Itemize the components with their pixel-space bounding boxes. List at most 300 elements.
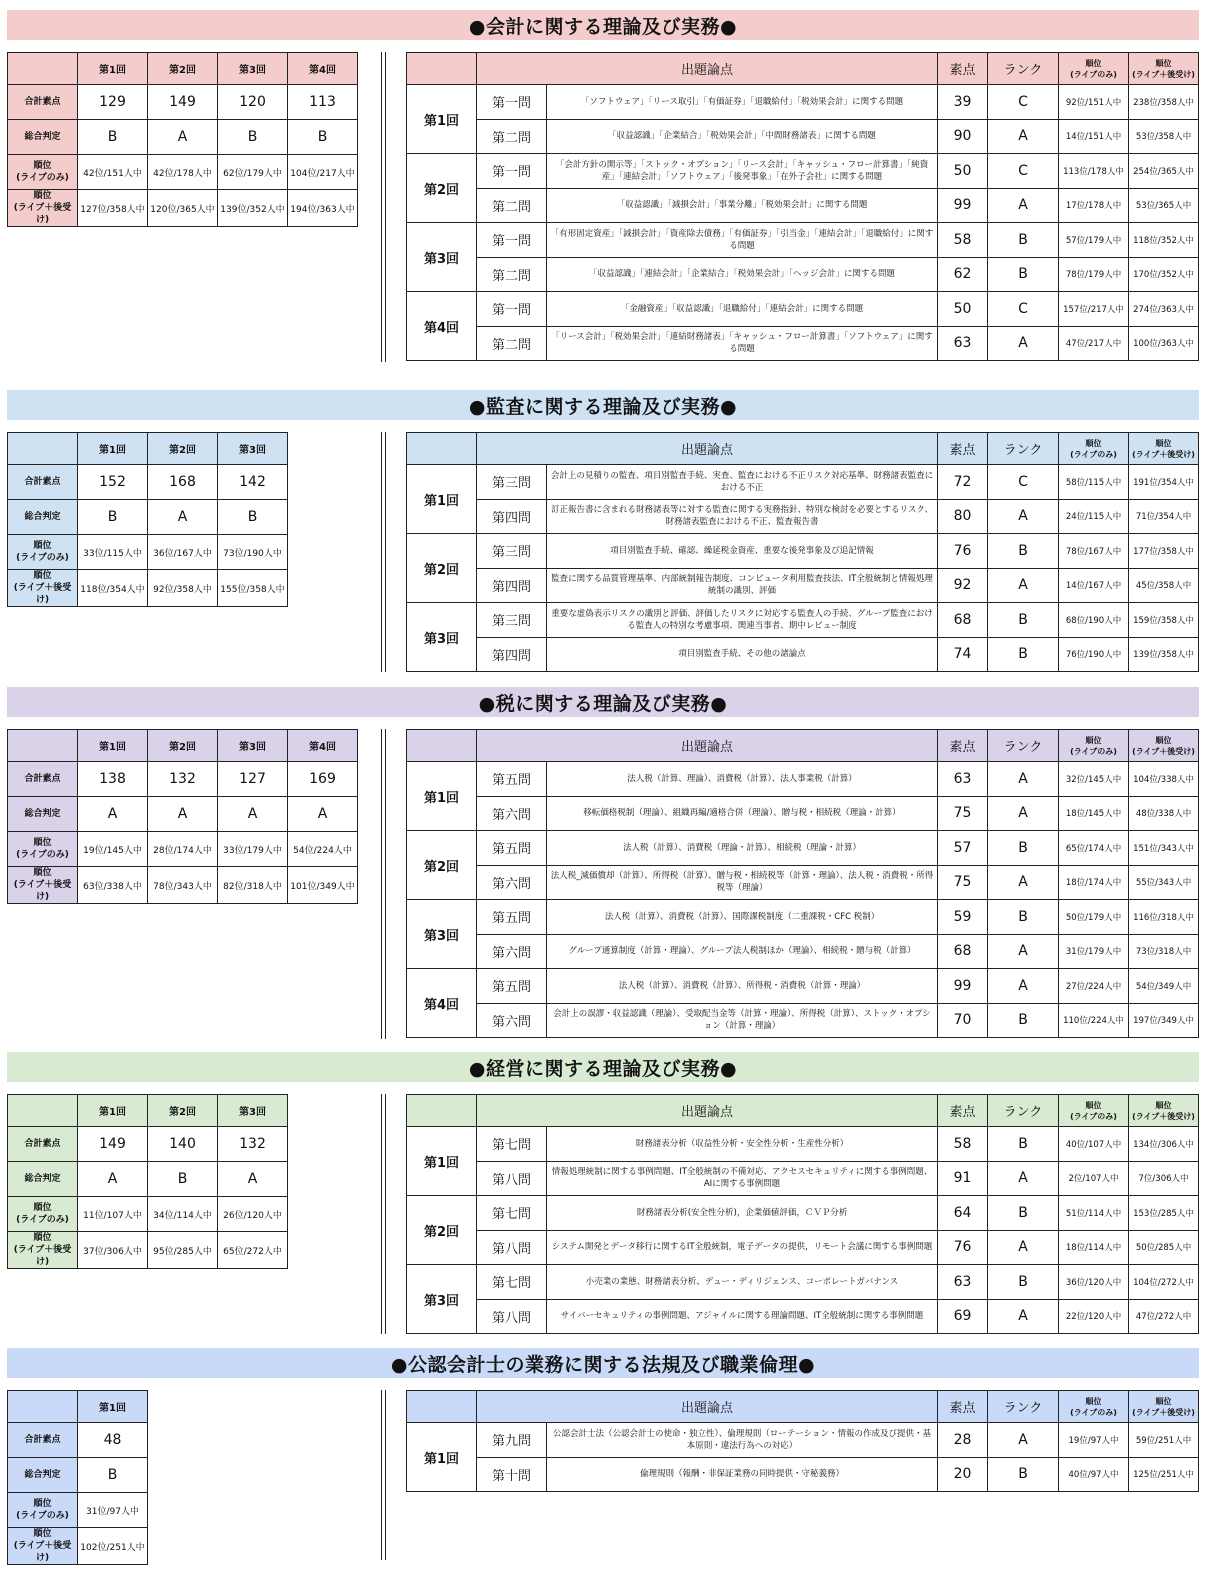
detail-header-row: [407, 433, 1199, 465]
question-topic: 法人税（計算）、消費税（計算）、所得税・消費税（計算・理論）: [547, 969, 938, 1004]
question-topic: 訂正報告書に含まれる財務諸表等に対する監査に関する実務指針、特別な検討を必要とするリスク、財務諸表監査における不正、監査報告書: [547, 499, 938, 534]
overall-grade-cell: A: [148, 120, 218, 155]
row-label: [8, 797, 78, 832]
row-label-text: 合計素点: [24, 1139, 61, 1149]
total-score-row: [8, 85, 358, 120]
summary-table-tax: [7, 729, 358, 904]
question-number: 第八問: [477, 1230, 547, 1265]
row-label: [8, 762, 78, 797]
question-points: 39: [938, 85, 988, 120]
detail-header-row: [407, 730, 1199, 762]
question-rank-all: 274位/363人中: [1129, 292, 1199, 327]
question-points: 50: [938, 292, 988, 327]
row-label: [8, 535, 78, 570]
overall-grade-row: [8, 500, 288, 535]
question-rank: B: [988, 534, 1059, 569]
question-points: 90: [938, 119, 988, 154]
rank-live-row: [8, 155, 358, 190]
column-divider: [381, 432, 386, 672]
question-topic: 「リース会計」「税効果会計」「連結財務諸表」「キャッシュ・フロー計算書」「ソフトウェア」に関する問題: [547, 326, 938, 361]
question-points: 70: [938, 1003, 988, 1038]
round-label: 第1回: [407, 762, 477, 831]
row-label: [8, 570, 78, 607]
total-score-cell: 132: [218, 1127, 288, 1162]
question-points: 76: [938, 1230, 988, 1265]
question-topic: 法人税（計算）、消費税（計算）、国際課税制度（二重課税・CFC 税制）: [547, 900, 938, 935]
question-number: 第四問: [477, 637, 547, 672]
detail-corner: [407, 730, 477, 762]
summary-header-row: [8, 730, 358, 762]
rank-header: ランク: [988, 53, 1059, 85]
section-banner-ethics: ●公認会計士の業務に関する法規及び職業倫理●: [7, 1348, 1199, 1378]
summary-corner: [8, 53, 78, 85]
overall-grade-row: [8, 1458, 148, 1493]
question-number: 第一問: [477, 292, 547, 327]
overall-grade-row: [8, 797, 358, 832]
row-label-text: 総合判定: [24, 809, 61, 819]
summary-round-header: 第3回: [218, 53, 288, 85]
question-points: 76: [938, 534, 988, 569]
question-number: 第四問: [477, 499, 547, 534]
row-label: [8, 500, 78, 535]
row-label-text: 順位: [33, 191, 52, 201]
question-row: [407, 900, 1199, 935]
question-topic: 「有形固定資産」「減損会計」「資産除去債務」「有価証券」「引当金」「連結会計」「退職給付」に関する問題: [547, 223, 938, 258]
question-rank-all: 170位/352人中: [1129, 257, 1199, 292]
question-rank-all: 197位/349人中: [1129, 1003, 1199, 1038]
summary-round-header: 第1回: [78, 730, 148, 762]
question-rank-live: 76位/190人中: [1059, 637, 1129, 672]
question-rank-all: 177位/358人中: [1129, 534, 1199, 569]
total-score-cell: 149: [78, 1127, 148, 1162]
summary-round-header: 第4回: [288, 53, 358, 85]
question-row: [407, 637, 1199, 672]
row-label-sub: (ライブ＋後受け): [13, 1541, 72, 1563]
question-rank-all: 134位/306人中: [1129, 1127, 1199, 1162]
rank-all-header-text: 順位: [1155, 1396, 1172, 1406]
question-number: 第一問: [477, 154, 547, 189]
round-label: 第1回: [407, 1423, 477, 1492]
question-rank-live: 31位/179人中: [1059, 934, 1129, 969]
question-row: [407, 762, 1199, 797]
rank-all-header-text: 順位: [1155, 1100, 1172, 1110]
rank-all-row: [8, 867, 358, 904]
question-topic: 重要な虚偽表示リスクの識別と評価、評価したリスクに対応する監査人の手続、グループ監査における監査人の特別な考慮事項、関連当事者、期中レビュー制度: [547, 603, 938, 638]
question-topic: 情報処理統制に関する事例問題、IT全般統制の不備対応、アクセスセキュリティに関する事例問題、AIに関する事例問題: [547, 1161, 938, 1196]
question-rank-all: 118位/352人中: [1129, 223, 1199, 258]
column-divider: [381, 1094, 386, 1334]
detail-table-ethics: [406, 1390, 1199, 1492]
question-points: 68: [938, 603, 988, 638]
question-rank-live: 18位/145人中: [1059, 796, 1129, 831]
row-label: [8, 867, 78, 904]
summary-corner: [8, 1095, 78, 1127]
rank-live-header-sub: (ライブのみ): [1070, 69, 1117, 79]
total-score-cell: 127: [218, 762, 288, 797]
question-rank-all: 116位/318人中: [1129, 900, 1199, 935]
question-rank: B: [988, 637, 1059, 672]
question-rank: C: [988, 465, 1059, 500]
detail-table-accounting: [406, 52, 1199, 361]
question-rank-live: 92位/151人中: [1059, 85, 1129, 120]
question-rank-live: 58位/115人中: [1059, 465, 1129, 500]
question-rank: A: [988, 1423, 1059, 1458]
total-score-row: [8, 762, 358, 797]
row-label-sub: (ライブ＋後受け): [13, 203, 72, 225]
question-rank-live: 57位/179人中: [1059, 223, 1129, 258]
question-topic: 移転価格税制（理論）、組織再編/適格合併（理論）、贈与税・相続税（理論・計算）: [547, 796, 938, 831]
rank-all-cell: 37位/306人中: [78, 1232, 148, 1269]
row-label-text: 総合判定: [24, 1470, 61, 1480]
rank-live-header-text: 順位: [1085, 438, 1102, 448]
row-label-text: 順位: [33, 1529, 52, 1539]
question-rank: B: [988, 603, 1059, 638]
rank-header: ランク: [988, 433, 1059, 465]
topic-header: 出題論点: [477, 1095, 938, 1127]
row-label: [8, 1458, 78, 1493]
question-rank: A: [988, 119, 1059, 154]
summary-round-header: 第2回: [148, 433, 218, 465]
question-rank-live: 40位/97人中: [1059, 1457, 1129, 1492]
question-rank-live: 65位/174人中: [1059, 831, 1129, 866]
question-points: 74: [938, 637, 988, 672]
rank-all-cell: 78位/343人中: [148, 867, 218, 904]
question-rank: A: [988, 969, 1059, 1004]
question-rank-all: 104位/272人中: [1129, 1265, 1199, 1300]
question-topic: 法人税_減価償却（計算）、所得税（計算）、贈与税・相続税等（計算・理論）、法人税・消費税・所得税等（理論）: [547, 865, 938, 900]
question-rank-live: 113位/178人中: [1059, 154, 1129, 189]
row-label: [8, 1232, 78, 1269]
overall-grade-cell: B: [288, 120, 358, 155]
question-rank: B: [988, 1196, 1059, 1231]
question-rank: B: [988, 1265, 1059, 1300]
row-label-text: 総合判定: [24, 1174, 61, 1184]
total-score-cell: 142: [218, 465, 288, 500]
question-rank: A: [988, 1161, 1059, 1196]
question-row: [407, 831, 1199, 866]
question-rank-live: 18位/174人中: [1059, 865, 1129, 900]
rank-all-cell: 82位/318人中: [218, 867, 288, 904]
row-label-text: 順位: [33, 161, 52, 171]
summary-round-header: 第2回: [148, 53, 218, 85]
question-number: 第六問: [477, 796, 547, 831]
question-points: 72: [938, 465, 988, 500]
question-number: 第六問: [477, 934, 547, 969]
question-number: 第二問: [477, 188, 547, 223]
detail-table-management: [406, 1094, 1199, 1334]
question-row: [407, 568, 1199, 603]
rank-live-cell: 33位/115人中: [78, 535, 148, 570]
question-points: 28: [938, 1423, 988, 1458]
question-points: 92: [938, 568, 988, 603]
rank-all-header-sub: (ライブ＋後受け): [1132, 69, 1195, 79]
question-rank-all: 238位/358人中: [1129, 85, 1199, 120]
question-row: [407, 1265, 1199, 1300]
overall-grade-row: [8, 120, 358, 155]
question-row: [407, 326, 1199, 361]
rank-all-cell: 65位/272人中: [218, 1232, 288, 1269]
rank-all-header-sub: (ライブ＋後受け): [1132, 746, 1195, 756]
question-rank: C: [988, 154, 1059, 189]
row-label-text: 合計素点: [24, 97, 61, 107]
overall-grade-cell: A: [288, 797, 358, 832]
question-topic: サイバーセキュリティの事例問題、アジャイルに関する理論問題、IT全般統制に関する事例問題: [547, 1299, 938, 1334]
row-label-sub: (ライブ＋後受け): [13, 880, 72, 902]
question-row: [407, 1299, 1199, 1334]
question-topic: 会計上の見積りの監査、項目別監査手続、実査、監査における不正リスク対応基準、財務諸表監査における不正: [547, 465, 938, 500]
rank-live-header: [1059, 1095, 1129, 1127]
round-label: 第4回: [407, 969, 477, 1038]
detail-header-row: [407, 53, 1199, 85]
total-score-cell: 48: [78, 1423, 148, 1458]
section-banner-audit: ●監査に関する理論及び実務●: [7, 390, 1199, 420]
question-rank: A: [988, 499, 1059, 534]
question-row: [407, 188, 1199, 223]
question-number: 第八問: [477, 1299, 547, 1334]
question-rank-all: 7位/306人中: [1129, 1161, 1199, 1196]
round-label: 第3回: [407, 1265, 477, 1334]
question-rank-live: 78位/179人中: [1059, 257, 1129, 292]
rank-all-cell: 118位/354人中: [78, 570, 148, 607]
question-number: 第八問: [477, 1161, 547, 1196]
overall-grade-cell: A: [148, 500, 218, 535]
rank-all-cell: 120位/365人中: [148, 190, 218, 227]
row-label-sub: (ライブのみ): [16, 1215, 69, 1225]
rank-live-header-sub: (ライブのみ): [1070, 449, 1117, 459]
question-rank-all: 55位/343人中: [1129, 865, 1199, 900]
row-label-text: 合計素点: [24, 774, 61, 784]
row-label-sub: (ライブのみ): [16, 850, 69, 860]
rank-live-cell: 104位/217人中: [288, 155, 358, 190]
rank-all-header-text: 順位: [1155, 735, 1172, 745]
total-score-cell: 149: [148, 85, 218, 120]
question-points: 68: [938, 934, 988, 969]
question-rank-all: 254位/365人中: [1129, 154, 1199, 189]
question-rank: B: [988, 257, 1059, 292]
overall-grade-cell: B: [218, 500, 288, 535]
question-points: 99: [938, 969, 988, 1004]
round-label: 第1回: [407, 1127, 477, 1196]
rank-live-header-sub: (ライブのみ): [1070, 1111, 1117, 1121]
question-number: 第五問: [477, 900, 547, 935]
summary-table-audit: [7, 432, 288, 607]
question-rank-live: 14位/151人中: [1059, 119, 1129, 154]
summary-header-row: [8, 1391, 148, 1423]
rank-all-header: [1129, 730, 1199, 762]
question-topic: 財務諸表分析（収益性分析・安全性分析・生産性分析）: [547, 1127, 938, 1162]
summary-table-accounting: [7, 52, 358, 227]
question-topic: 項目別監査手続、その他の諸論点: [547, 637, 938, 672]
total-score-cell: 113: [288, 85, 358, 120]
question-rank: C: [988, 85, 1059, 120]
rank-live-cell: 33位/179人中: [218, 832, 288, 867]
row-label: [8, 1197, 78, 1232]
row-label-text: 順位: [33, 541, 52, 551]
detail-corner: [407, 433, 477, 465]
overall-grade-cell: B: [78, 500, 148, 535]
row-label: [8, 1493, 78, 1528]
question-rank-all: 104位/338人中: [1129, 762, 1199, 797]
rank-all-header: [1129, 1391, 1199, 1423]
question-rank-all: 159位/358人中: [1129, 603, 1199, 638]
rank-live-row: [8, 832, 358, 867]
question-topic: グループ通算制度（計算・理論）、グループ法人税制ほか（理論）、相続税・贈与税（計算）: [547, 934, 938, 969]
question-number: 第一問: [477, 223, 547, 258]
row-label-sub: (ライブのみ): [16, 553, 69, 563]
rank-all-cell: 194位/363人中: [288, 190, 358, 227]
row-label-text: 順位: [33, 1499, 52, 1509]
question-row: [407, 85, 1199, 120]
question-row: [407, 223, 1199, 258]
overall-grade-cell: B: [78, 1458, 148, 1493]
question-topic: システム開発とデータ移行に関するIT全般統制，電子データの提供，リモート会議に関する事例問題: [547, 1230, 938, 1265]
round-label: 第2回: [407, 831, 477, 900]
overall-grade-cell: B: [218, 120, 288, 155]
detail-header-row: [407, 1095, 1199, 1127]
summary-corner: [8, 1391, 78, 1423]
round-label: 第3回: [407, 900, 477, 969]
rank-all-header-sub: (ライブ＋後受け): [1132, 449, 1195, 459]
total-score-cell: 152: [78, 465, 148, 500]
question-number: 第四問: [477, 568, 547, 603]
column-divider: [381, 52, 386, 362]
question-rank-all: 50位/285人中: [1129, 1230, 1199, 1265]
round-label: 第2回: [407, 534, 477, 603]
rank-all-cell: 139位/352人中: [218, 190, 288, 227]
summary-round-header: 第3回: [218, 433, 288, 465]
overall-grade-cell: A: [218, 797, 288, 832]
question-rank-live: 22位/120人中: [1059, 1299, 1129, 1334]
summary-round-header: 第1回: [78, 433, 148, 465]
topic-header: 出題論点: [477, 433, 938, 465]
question-rank-all: 48位/338人中: [1129, 796, 1199, 831]
question-rank-live: 36位/120人中: [1059, 1265, 1129, 1300]
points-header: 素点: [938, 433, 988, 465]
question-number: 第九問: [477, 1423, 547, 1458]
rank-all-cell: 102位/251人中: [78, 1528, 148, 1565]
detail-corner: [407, 1391, 477, 1423]
rank-live-header: [1059, 433, 1129, 465]
rank-live-header: [1059, 730, 1129, 762]
question-points: 75: [938, 865, 988, 900]
total-score-row: [8, 1127, 288, 1162]
rank-live-header: [1059, 1391, 1129, 1423]
row-label-text: 順位: [33, 571, 52, 581]
rank-all-row: [8, 570, 288, 607]
row-label-text: 合計素点: [24, 477, 61, 487]
rank-all-header: [1129, 1095, 1199, 1127]
rank-all-header-sub: (ライブ＋後受け): [1132, 1407, 1195, 1417]
question-topic: 倫理規則（報酬・非保証業務の同時提供・守秘義務）: [547, 1457, 938, 1492]
question-rank-live: 47位/217人中: [1059, 326, 1129, 361]
rank-all-header-text: 順位: [1155, 438, 1172, 448]
total-score-cell: 140: [148, 1127, 218, 1162]
round-label: 第1回: [407, 465, 477, 534]
rank-live-header-sub: (ライブのみ): [1070, 746, 1117, 756]
question-rank-live: 24位/115人中: [1059, 499, 1129, 534]
question-number: 第五問: [477, 762, 547, 797]
row-label-sub: (ライブ＋後受け): [13, 583, 72, 605]
row-label: [8, 1528, 78, 1565]
summary-header-row: [8, 1095, 288, 1127]
round-label: 第2回: [407, 154, 477, 223]
question-rank-all: 139位/358人中: [1129, 637, 1199, 672]
question-topic: 小売業の業態、財務諸表分析、デュー・ディリジェンス、コーポレートガバナンス: [547, 1265, 938, 1300]
summary-table-ethics: [7, 1390, 148, 1565]
question-row: [407, 1423, 1199, 1458]
rank-all-cell: 101位/349人中: [288, 867, 358, 904]
question-points: 59: [938, 900, 988, 935]
question-rank: B: [988, 1457, 1059, 1492]
total-score-row: [8, 1423, 148, 1458]
question-row: [407, 796, 1199, 831]
total-score-cell: 120: [218, 85, 288, 120]
question-rank-live: 27位/224人中: [1059, 969, 1129, 1004]
rank-live-cell: 42位/178人中: [148, 155, 218, 190]
question-points: 57: [938, 831, 988, 866]
rank-live-cell: 11位/107人中: [78, 1197, 148, 1232]
summary-header-row: [8, 433, 288, 465]
question-rank-all: 47位/272人中: [1129, 1299, 1199, 1334]
question-points: 63: [938, 326, 988, 361]
question-rank: B: [988, 223, 1059, 258]
detail-table-tax: [406, 729, 1199, 1038]
detail-corner: [407, 53, 477, 85]
question-points: 63: [938, 762, 988, 797]
question-topic: 監査に関する品質管理基準、内部統制報告制度、コンピュータ利用監査技法、IT全般統制と情報処理統制の識別、評価: [547, 568, 938, 603]
question-number: 第三問: [477, 465, 547, 500]
rank-live-cell: 26位/120人中: [218, 1197, 288, 1232]
points-header: 素点: [938, 1391, 988, 1423]
question-rank-all: 100位/363人中: [1129, 326, 1199, 361]
question-rank-live: 2位/107人中: [1059, 1161, 1129, 1196]
question-rank-all: 191位/354人中: [1129, 465, 1199, 500]
row-label: [8, 1423, 78, 1458]
question-number: 第三問: [477, 534, 547, 569]
summary-round-header: 第1回: [78, 1391, 148, 1423]
round-label: 第2回: [407, 1196, 477, 1265]
rank-live-cell: 36位/167人中: [148, 535, 218, 570]
total-score-cell: 168: [148, 465, 218, 500]
question-rank-all: 53位/358人中: [1129, 119, 1199, 154]
question-topic: 「収益認識」「連結会計」「企業結合」「税効果会計」「ヘッジ会計」に関する問題: [547, 257, 938, 292]
question-rank: A: [988, 1299, 1059, 1334]
question-rank: A: [988, 865, 1059, 900]
section-banner-management: ●経営に関する理論及び実務●: [7, 1052, 1199, 1082]
question-rank: A: [988, 762, 1059, 797]
question-rank: A: [988, 934, 1059, 969]
question-points: 99: [938, 188, 988, 223]
summary-round-header: 第1回: [78, 1095, 148, 1127]
question-topic: 項目別監査手続、確認、繰延税金資産、重要な後発事象及び追記情報: [547, 534, 938, 569]
question-rank-all: 153位/285人中: [1129, 1196, 1199, 1231]
summary-corner: [8, 433, 78, 465]
question-row: [407, 499, 1199, 534]
rank-live-cell: 54位/224人中: [288, 832, 358, 867]
row-label-sub: (ライブ＋後受け): [13, 1245, 72, 1267]
question-rank-all: 54位/349人中: [1129, 969, 1199, 1004]
question-rank: C: [988, 292, 1059, 327]
question-topic: 会計上の誤謬・収益認識（理論）、受取配当金等（計算・理論）、所得税（計算）、ストック・オプション（計算・理論）: [547, 1003, 938, 1038]
question-rank-all: 151位/343人中: [1129, 831, 1199, 866]
question-rank: A: [988, 188, 1059, 223]
question-number: 第七問: [477, 1196, 547, 1231]
question-row: [407, 154, 1199, 189]
question-points: 75: [938, 796, 988, 831]
summary-round-header: 第2回: [148, 730, 218, 762]
question-rank-all: 125位/251人中: [1129, 1457, 1199, 1492]
question-rank: A: [988, 568, 1059, 603]
